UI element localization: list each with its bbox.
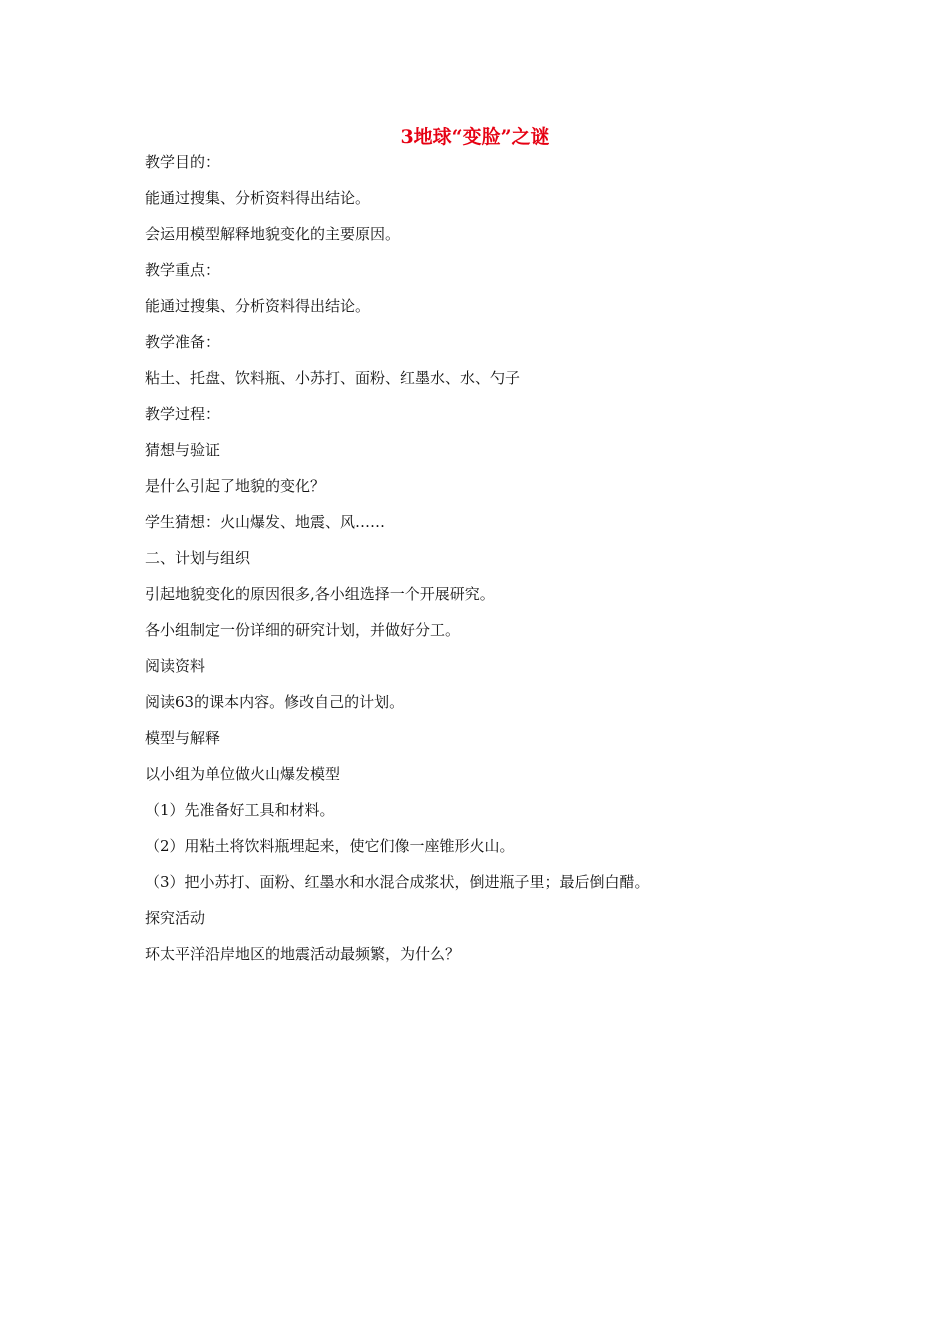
objective-item: 会运用模型解释地貌变化的主要原因。: [145, 225, 401, 243]
reading-text: 阅读63的课本内容。修改自己的计划。: [145, 693, 405, 711]
objective-item: 能通过搜集、分析资料得出结论。: [145, 189, 371, 207]
question-text: 是什么引起了地貌的变化？: [145, 477, 326, 495]
heading-teaching-preparation: 教学准备：: [145, 333, 221, 351]
model-step: （2）用粘土将饮料瓶埋起来，使它们像一座锥形火山。: [145, 837, 515, 855]
heading-teaching-objectives: 教学目的：: [145, 153, 221, 171]
section-inquiry-activity: 探究活动: [145, 909, 206, 927]
focus-item: 能通过搜集、分析资料得出结论。: [145, 297, 371, 315]
student-guess-text: 学生猜想：火山爆发、地震、风……: [145, 513, 386, 531]
section-reading-materials: 阅读资料: [145, 657, 206, 675]
heading-teaching-process: 教学过程：: [145, 405, 221, 423]
materials-list: 粘土、托盘、饮料瓶、小苏打、面粉、红墨水、水、勺子: [145, 369, 521, 387]
document-body: [145, 150, 845, 978]
model-step: （1）先准备好工具和材料。: [145, 801, 335, 819]
plan-text: 引起地貌变化的原因很多,各小组选择一个开展研究。: [145, 585, 495, 603]
heading-teaching-focus: 教学重点：: [145, 261, 221, 279]
section-plan-and-organize: 二、计划与组织: [145, 549, 251, 567]
inquiry-question-text: 环太平洋沿岸地区的地震活动最频繁，为什么？: [145, 945, 461, 963]
model-intro-text: 以小组为单位做火山爆发模型: [145, 765, 341, 783]
section-guess-and-verify: 猜想与验证: [145, 441, 221, 459]
model-step: （3）把小苏打、面粉、红墨水和水混合成浆状，倒进瓶子里；最后倒白醋。: [145, 873, 650, 891]
section-model-and-explain: 模型与解释: [145, 729, 221, 747]
document-title: 3地球“变脸”之谜: [400, 126, 550, 148]
plan-text: 各小组制定一份详细的研究计划，并做好分工。: [145, 621, 461, 639]
